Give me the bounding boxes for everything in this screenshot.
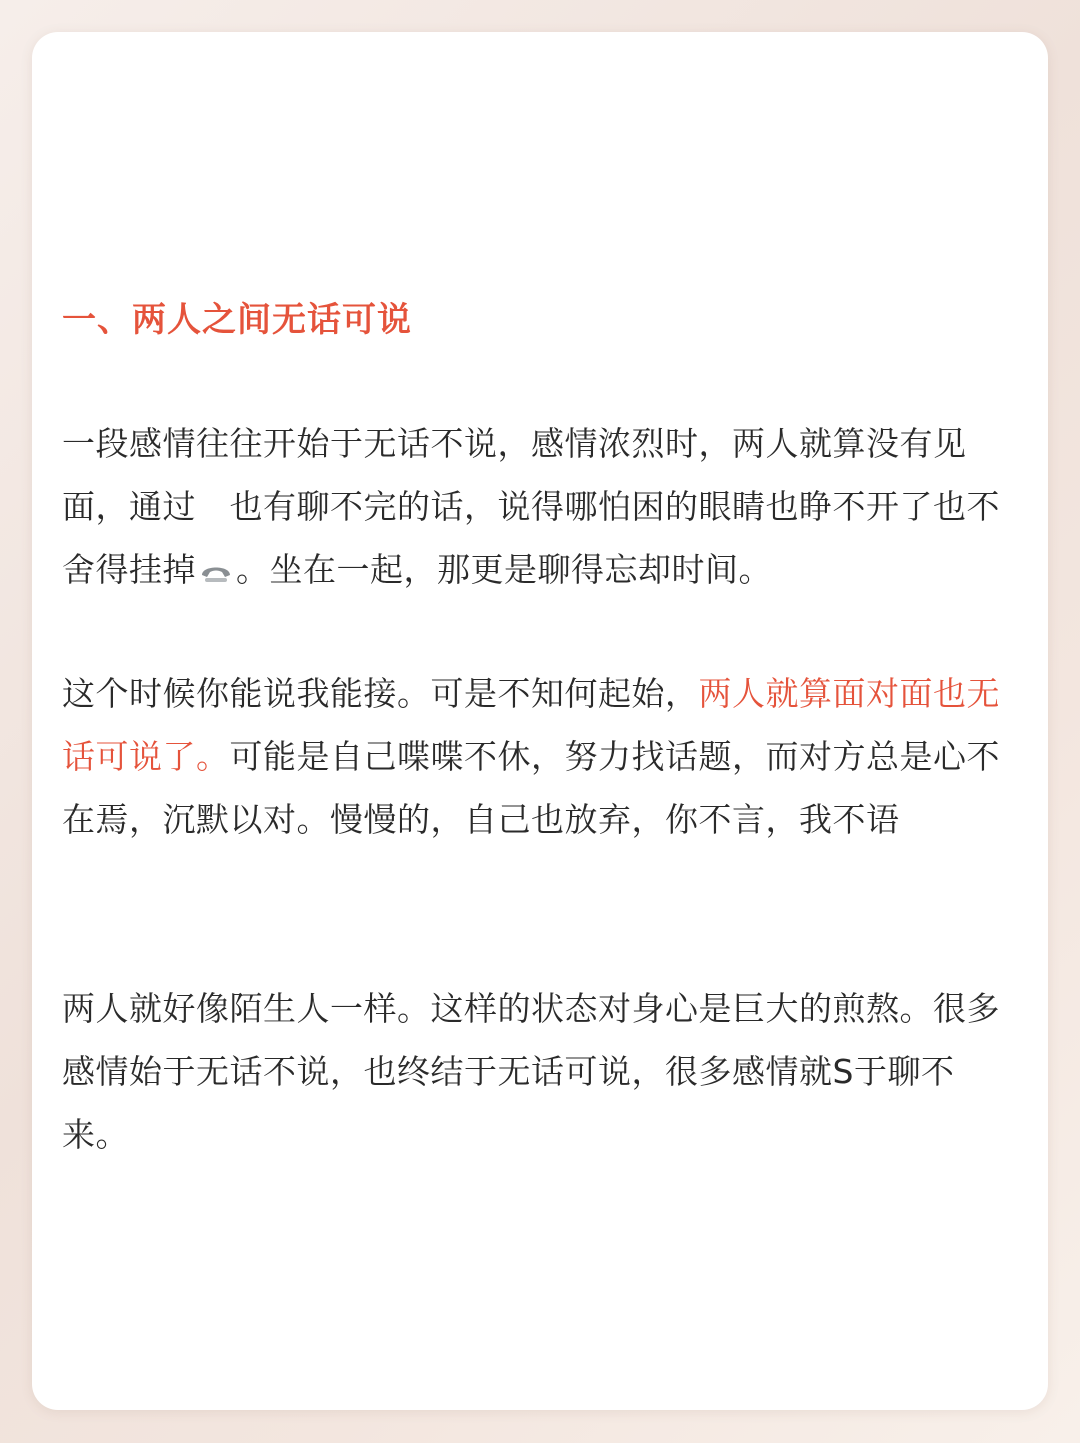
paragraph-2-text: 这个时候你能说我能接。可是不知何起始， (62, 674, 699, 713)
paragraph-1-text: 一段感情往往开始于无话不说，感情浓烈时，两人就算没有见面，通过 也有聊不完的话，说得哪怕困的眼睛也睁不开了也不舍得挂掉 (62, 424, 1000, 589)
telephone-icon (198, 542, 234, 572)
paragraph-2 (62, 662, 1012, 851)
section-heading: 一、两人之间无话可说 (62, 300, 412, 340)
article-card (32, 32, 1048, 1410)
paragraph-1-tail: 。坐在一起，那更是聊得忘却时间。 (236, 550, 772, 589)
paragraph-1 (62, 412, 1012, 601)
paragraph-2-tail: 可能是自己喋喋不休，努力找话题，而对方总是心不在焉，沉默以对。慢慢的，自己也放弃，你不言，我不语 (62, 737, 1000, 839)
highlighted-text: 两人就算面对面也无话可说了。 (62, 674, 1000, 776)
paragraph-3: 两人就好像陌生人一样。这样的状态对身心是巨大的煎熬。很多感情始于无话不说，也终结于无话可说，很多感情就S于聊不来。 (62, 989, 1000, 1154)
